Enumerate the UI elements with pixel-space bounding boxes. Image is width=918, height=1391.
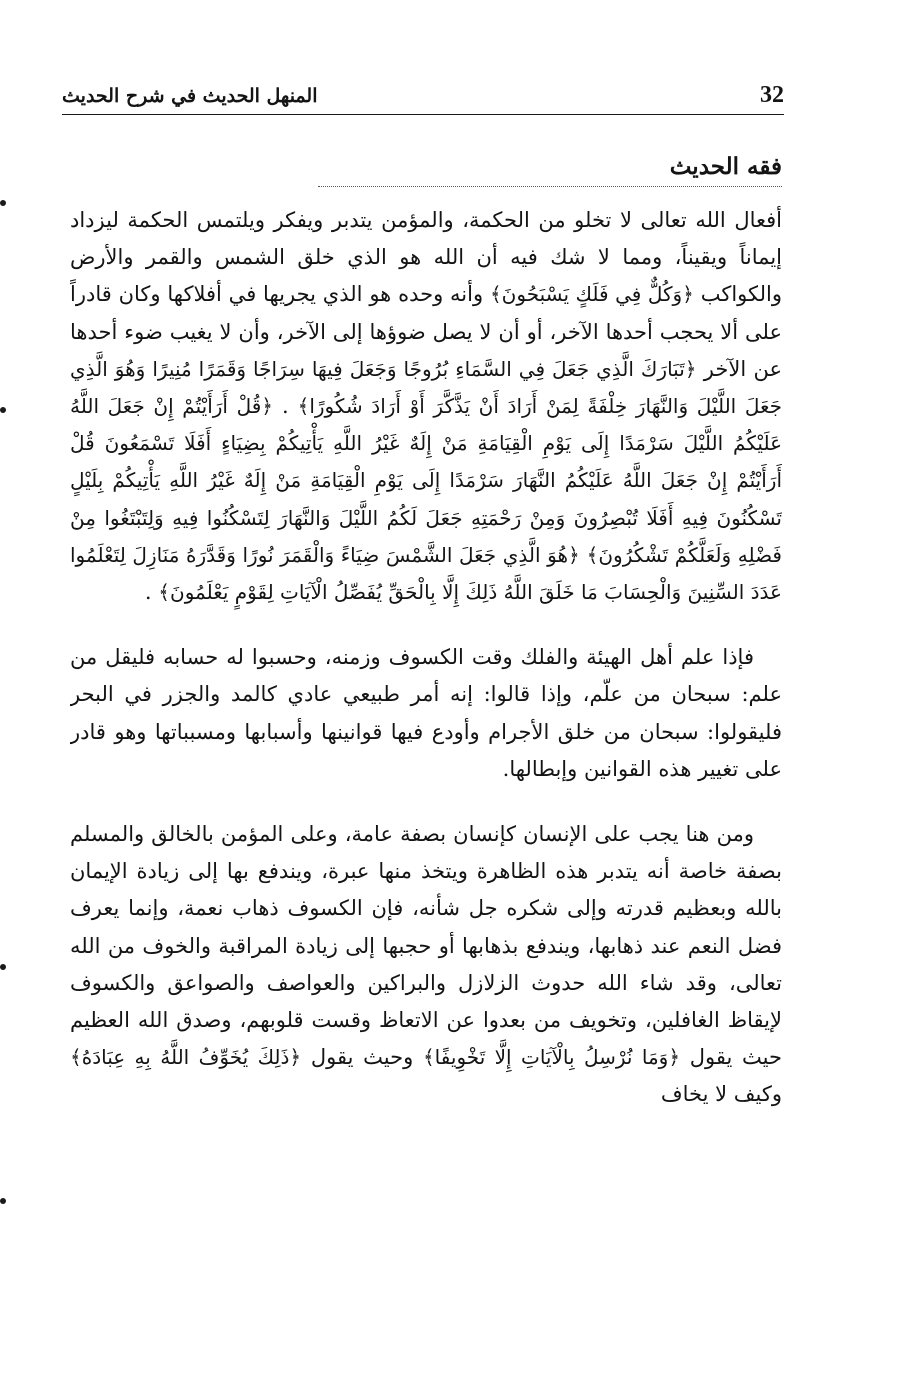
body-text [70,202,782,1302]
margin-mark [0,407,6,413]
quran-verse: ﴿وَمَا نُرْسِلُ بِالْآيَاتِ إِلَّا تَخْوِيفًا﴾ [422,1045,681,1070]
paragraph-1 [70,202,782,611]
paragraph-1-text-c: . [273,394,298,419]
margin-mark [0,964,6,970]
quran-verse: ﴿ذَلِكَ يُخَوِّفُ اللَّهُ بِهِ عِبَادَهُ﴾ [70,1045,302,1070]
paragraph-3-text-b: وحيث يقول [301,1045,423,1070]
paragraph-1-text-e: . [144,580,159,605]
page-header [62,80,784,115]
quran-verse: ﴿تَبَارَكَ الَّذِي جَعَلَ فِي السَّمَاءِ بُرُوجًا وَجَعَلَ فِيهَا سِرَاجًا وَقَمَرًا مُنِيرًا وَهُوَ الَّذِي جَعَلَ اللَّيْلَ وَالنَّهَارَ خِلْفَةً لِمَنْ أَرَادَ أَنْ يَذَّكَّرَ أَوْ أَرَادَ شُكُورًا﴾ [70,356,782,419]
paragraph-3 [70,816,782,1114]
quran-verse: ﴿هُوَ الَّذِي جَعَلَ الشَّمْسَ ضِيَاءً وَالْقَمَرَ نُورًا وَقَدَّرَهُ مَنَازِلَ لِتَعْلَمُوا عَدَدَ السِّنِينَ وَالْحِسَابَ مَا خَلَقَ اللَّهُ ذَلِكَ إِلَّا بِالْحَقِّ يُفَصِّلُ الْآيَاتِ لِقَوْمٍ يَعْلَمُونَ﴾ [70,542,782,605]
paragraph-3-text-a: ومن هنا يجب على الإنسان كإنسان بصفة عامة، وعلى المؤمن بالخالق والمسلم بصفة خاصة أنه يتدبر هذه الظاهرة ويتخذ منها عبرة، ويندفع بها إلى زيادة الإيمان بالله وبعظيم قدرته وإلى شكره جل شأنه، فإن الكسوف ذهاب نعمة، وإنما يعرف فضل النعم عند ذهابها، ويندفع بذهابها أو حجبها إلى زيادة المراقبة والخوف من الله تعالى، وقد شاء الله حدوث الزلازل والبراكين والعواصف والصواعق والكسوف لإيقاظ الغافلين، وتخويف من بعدوا عن الاتعاظ وقست قلوبهم، وصدق الله العظيم حيث يقول [70,822,782,1070]
quran-verse: ﴿وَكُلٌّ فِي فَلَكٍ يَسْبَحُونَ﴾ [489,282,694,307]
paragraph-1-text-d [580,543,587,567]
paragraph-1-text-a: أفعال الله تعالى لا تخلو من الحكمة، والمؤمن يتدبر ويفكر ويلتمس الحكمة ليزداد إيماناً ويقيناً، ومما لا شك فيه أن الله هو الذي خلق الشمس والقمر والأرض والكواكب [70,208,782,307]
section-heading: فقه الحديث [669,153,782,180]
running-title: المنهل الحديث في شرح الحديث [62,85,318,107]
paragraph-2: فإذا علم أهل الهيئة والفلك وقت الكسوف وزمنه، وحسبوا له حسابه فليقل من علم: سبحان من علّم، وإذا قالوا: إنه أمر طبيعي عادي كالمد والجزر في البحر فليقولوا: سبحان من خلق الأجرام وأودع فيها قوانينها وأسبابها ومسبباتها وهو قادر على تغيير هذه القوانين وإبطالها. [70,645,782,781]
paragraph-3-text-c: وكيف لا يخاف [660,1082,782,1107]
page-number: 32 [760,82,784,108]
margin-mark [0,1198,6,1204]
margin-mark [0,200,6,206]
paragraph-1-text-b: وأنه وحده هو الذي يجريها في أفلاكها وكان قادراً على ألا يحجب أحدها الآخر، أو أن لا يصل ضوؤها إلى الآخر، وأن لا يغيب ضوء أحدها عن الآخر [70,282,782,381]
heading-dotted-rule [318,186,782,187]
quran-verse: ﴿قُلْ أَرَأَيْتُمْ إِنْ جَعَلَ اللَّهُ عَلَيْكُمُ اللَّيْلَ سَرْمَدًا إِلَى يَوْمِ الْقِيَامَةِ مَنْ إِلَهٌ غَيْرُ اللَّهِ يَأْتِيكُمْ بِضِيَاءٍ أَفَلَا تَسْمَعُونَ قُلْ أَرَأَيْتُمْ إِنْ جَعَلَ اللَّهُ عَلَيْكُمُ النَّهَارَ سَرْمَدًا إِلَى يَوْمِ الْقِيَامَةِ مَنْ إِلَهٌ غَيْرُ اللَّهِ يَأْتِيكُمْ بِلَيْلٍ تَسْكُنُونَ فِيهِ أَفَلَا تُبْصِرُونَ وَمِنْ رَحْمَتِهِ جَعَلَ لَكُمُ اللَّيْلَ وَالنَّهَارَ لِتَسْكُنُوا فِيهِ وَلِتَبْتَغُوا مِنْ فَضْلِهِ وَلَعَلَّكُمْ تَشْكُرُونَ﴾ [70,394,782,567]
